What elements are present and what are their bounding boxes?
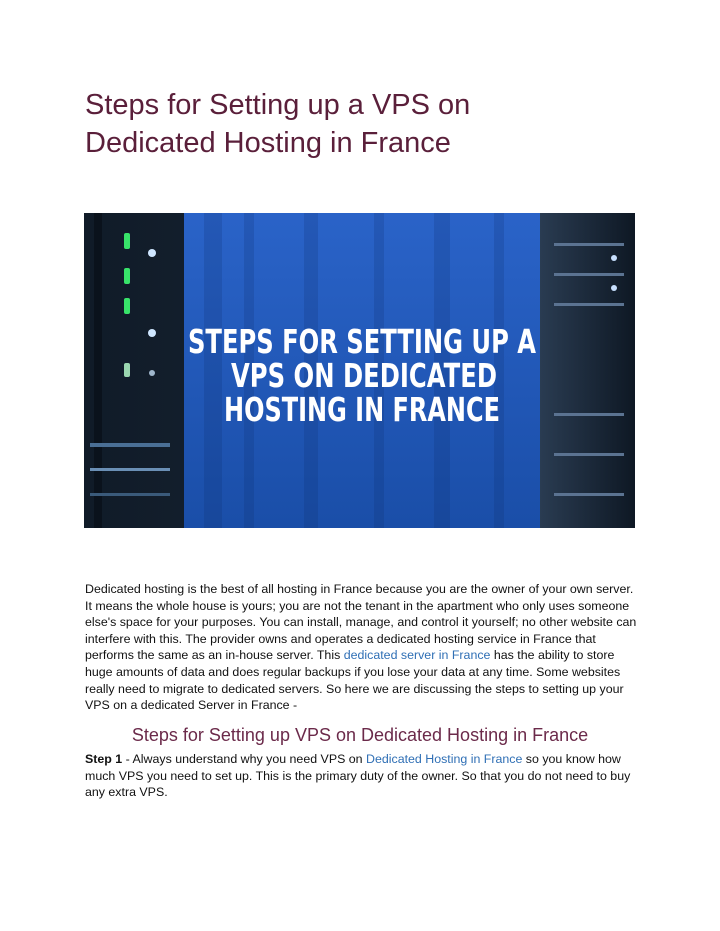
intro-paragraph (85, 581, 641, 714)
intro-text-1: Dedicated hosting is the best of all hosting in France because you are the owner of your own server. It means the whole house is yours; you are not the tenant in the apartment who only uses someone else's space for your purposes. You can install, manage, and control it yourself; no other website can interfere with this. The provider owns and operates a dedicated hosting service in France that performs the same as an in-house server. This (85, 582, 637, 663)
hero-text-line-2: VPS ON DEDICATED (231, 356, 497, 395)
step-1-text-1: - Always understand why you need VPS on (122, 752, 367, 766)
dedicated-hosting-link[interactable]: Dedicated Hosting in France (366, 752, 523, 766)
page-title-line-2: Dedicated Hosting in France (85, 127, 451, 159)
hero-image (84, 213, 635, 528)
intro-text-2: has the ability to store huge amounts of data and does regular backups if you lose your data at any time. Some websites really need to migrate to dedicated servers. So here we are discussing the steps to setting up your VPS on a dedicated Server in France - (85, 648, 624, 713)
section-heading: Steps for Setting up VPS on Dedicated Hosting in France (131, 725, 589, 745)
dedicated-server-link[interactable]: dedicated server in France (343, 648, 491, 663)
hero-text-line-1: STEPS FOR SETTING UP A (188, 322, 537, 361)
hero-text-line-3: HOSTING IN FRANCE (224, 390, 500, 429)
page-title-line-1: Steps for Setting up a VPS on (85, 89, 471, 121)
step-1-paragraph (85, 751, 641, 801)
page-title (85, 86, 645, 162)
step-1-label: Step 1 (85, 752, 123, 766)
step-1-text-2: so you know how much VPS you need to set up. This is the primary duty of the owner. So that you do not need to buy any extra VPS. (85, 752, 631, 800)
